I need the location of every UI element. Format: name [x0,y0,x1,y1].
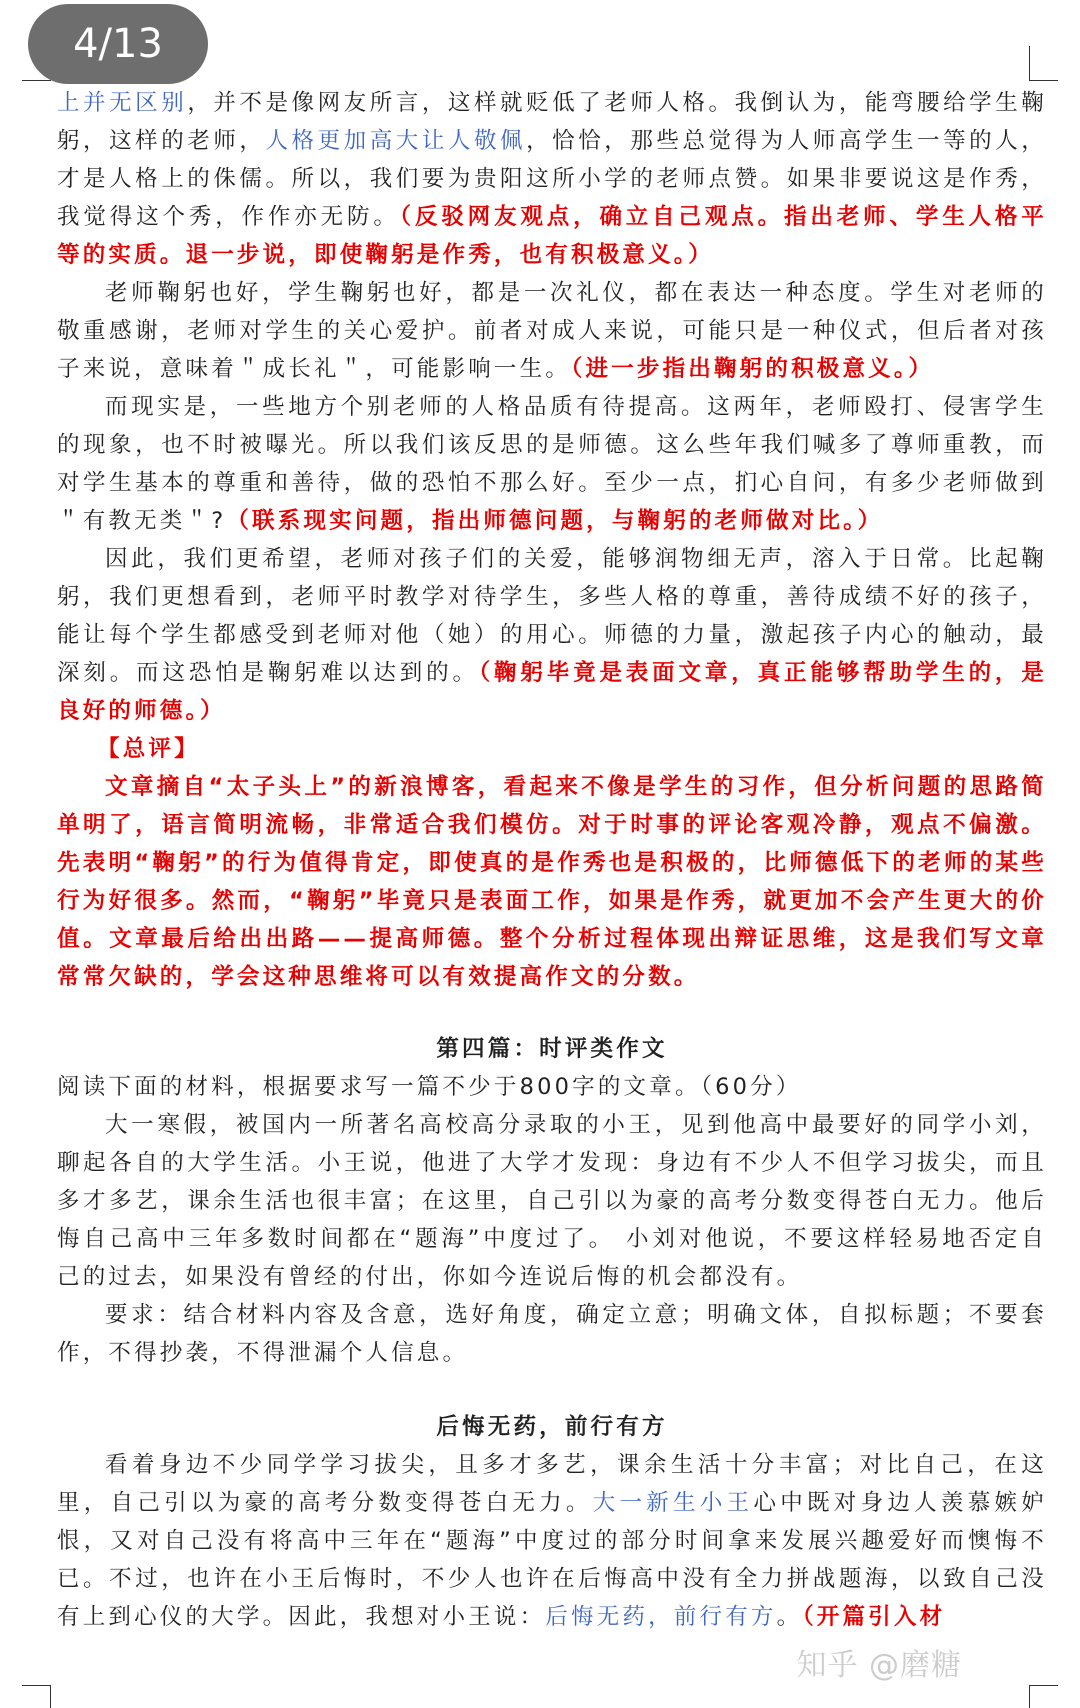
text-run: 因此，我们更希望，老师对孩子们的关爱，能够润物细无声，溶入于日常。比起鞠躬，我们更想看到，老师平时教学对待学生，多些人格的尊重，善待成绩不好的孩子，能让每个学生都感受到老师对他（她）的用心。师德的力量，激起孩子内心的触动，最深刻。而这恐怕是鞠躬难以达到的。 [57,546,1047,686]
annotation-note: （进一步指出鞠躬的积极意义。） [571,356,935,382]
paragraph-1 [57,84,1047,274]
annotation-note: （联系现实问题，指出师德问题，与鞠躬的老师做对比。） [226,508,884,534]
paragraph-3 [57,388,1047,540]
text-run: 心中既对身边人羡慕嫉妒恨，又对自己没有将高中三年在“题海”中度过的部分时间拿来发展兴趣爱好而懊悔不已。不过，也许在小王后悔时，不少人也许在后悔高中没有全力拼战题海，以致自己没有上到心仪的大学。因此，我想对小王说： [57,1490,1047,1630]
blue-highlight: 后悔无药，前行有方 [545,1604,777,1630]
paragraph-2 [57,274,1047,388]
annotation-note: （开篇引入材 [802,1604,946,1630]
blue-highlight: 人格更加高大让人敬佩 [265,128,527,154]
summary-text: 文章摘自“太子头上”的新浪博客，看起来不像是学生的习作，但分析问题的思路简单明了，语言简明流畅，非常适合我们模仿。对于时事的评论客观冷静，观点不偏激。先表明“鞠躬”的行为值得肯定，即使真的是作秀也是积极的，比师德低下的老师的某些行为好很多。然而，“鞠躬”毕竟只是表面工作，如果是作秀，就更加不会产生更大的价值。文章最后给出出路——提高师德。整个分析过程体现出辩证思维，这是我们写文章常常欠缺的，学会这种思维将可以有效提高作文的分数。 [57,774,1047,990]
text-run: 看着身边不少同学学习拔尖，且多才多艺，课余生活十分丰富；对比自己，在这里，自己引以为豪的高考分数变得苍白无力。 [57,1452,1047,1516]
text-run: 而现实是，一些地方个别老师的人格品质有待提高。这两年，老师殴打、侵害学生的现象，也不时被曝光。所以我们该反思的是师德。这么些年我们喊多了尊师重教，而对学生基本的尊重和善待，做的恐怕不那么好。至少一点，扪心自问，有多少老师做到＂有教无类＂? [57,394,1047,534]
crop-mark-bottom-right [1029,1685,1058,1708]
text-run: ，并不是像网友所言，这样就贬低了老师人格。我倒认为，能弯腰给学生鞠躬，这样的老师， [57,90,1047,154]
summary-heading: 【总评】 [97,736,200,762]
text-run: ，恰恰，那些总觉得为人师高学生一等的人，才是人格上的侏儒。所以，我们要为贵阳这所小学的老师点赞。如果非要说这是作秀，我觉得这个秀，作作亦无防。 [57,128,1047,230]
text-run: 。 [776,1604,803,1630]
zhihu-watermark: 知乎 @磨糖 [796,1648,962,1683]
paragraph-4 [57,540,1047,730]
section-title: 第四篇：时评类作文 [436,1036,668,1062]
page-indicator: 4/13 [28,4,208,84]
blue-highlight: 大一新生小王 [592,1490,754,1516]
blue-highlight: 上并无区别 [57,90,188,116]
crop-mark-bottom-left [22,1685,51,1708]
essay-paragraph-1 [57,1446,1047,1636]
task-instruction: 阅读下面的材料，根据要求写一篇不少于800字的文章。（60分） [57,1074,802,1100]
crop-mark-top-right [1029,46,1058,81]
annotation-note: （鞠躬毕竟是表面文章，真正能够帮助学生的，是良好的师德。） [57,660,1047,724]
text-run: 老师鞠躬也好，学生鞠躬也好，都是一次礼仪，都在表达一种态度。学生对老师的敬重感谢，老师对学生的关心爱护。前者对成人来说，可能只是一种仪式，但后者对孩子来说，意味着＂成长礼＂，可能影响一生。 [57,280,1047,382]
annotation-note: （反驳网友观点，确立自己观点。指出老师、学生人格平等的实质。退一步说，即使鞠躬是作秀，也有积极意义。） [57,204,1047,268]
requirement-text: 要求：结合材料内容及含意，选好角度，确定立意；明确文体，自拟标题；不要套作，不得抄袭，不得泄漏个人信息。 [57,1302,1047,1366]
material-text: 大一寒假，被国内一所著名高校高分录取的小王，见到他高中最要好的同学小刘，聊起各自的大学生活。小王说，他进了大学才发现：身边有不少人不但学习拔尖，而且多才多艺，课余生活也很丰富；在这里，自己引以为豪的高考分数变得苍白无力。他后悔自己高中三年多数时间都在“题海”中度过了。 小刘对他说，不要这样轻易地否定自己的过去，如果没有曾经的付出，你如今连说后悔的机会都没有。 [57,1112,1047,1290]
essay-title: 后悔无药，前行有方 [436,1414,668,1440]
document-body [57,84,1047,1636]
